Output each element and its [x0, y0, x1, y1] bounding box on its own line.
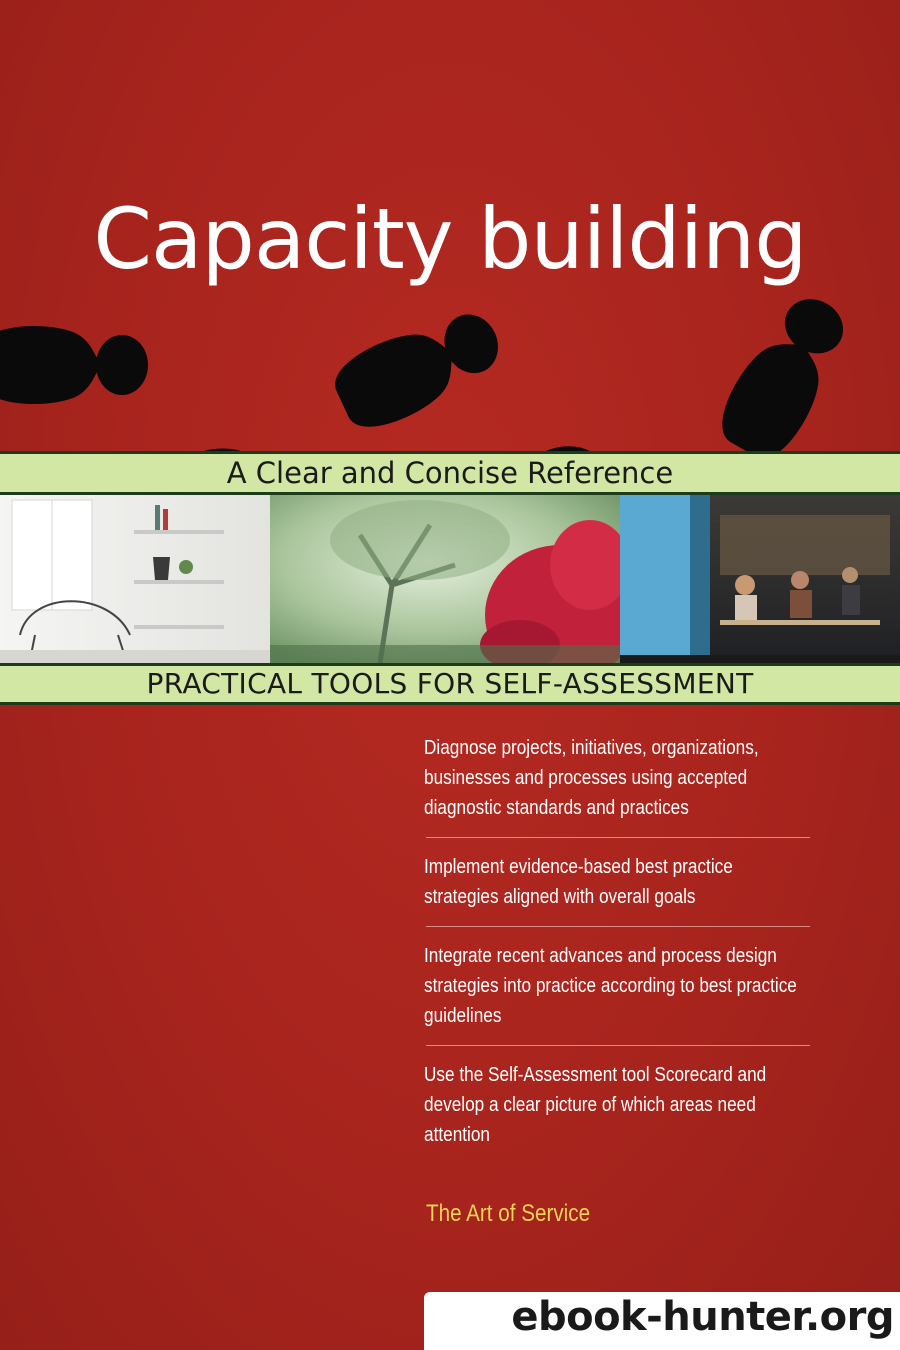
feature-item: Use the Self-Assessment tool Scorecard and develop a clear picture of which areas need attention: [424, 1064, 767, 1146]
book-subtitle: A Clear and Concise Reference: [226, 456, 674, 490]
divider: [426, 926, 810, 927]
feature-item: Implement evidence-based best practice strategies aligned with overall goals: [424, 856, 733, 908]
photo-cafe: [620, 495, 900, 663]
divider: [426, 837, 810, 838]
subtitle-band: [0, 451, 900, 495]
divider: [426, 1045, 810, 1046]
watermark-text: ebook-hunter.org: [511, 1294, 894, 1340]
photo-foggy-tree: [270, 495, 635, 663]
feature-item: Integrate recent advances and process design strategies into practice according to best practice guidelines: [424, 945, 797, 1027]
footprint-icon: [709, 285, 861, 469]
book-title: Capacity building: [93, 190, 807, 288]
watermark: [424, 1292, 900, 1350]
photo-interior: [0, 495, 270, 663]
feature-list: [424, 733, 814, 1150]
footprint-icon: [326, 297, 511, 439]
footprints-graphic: [0, 285, 900, 475]
photo-strip: [0, 495, 900, 663]
tagline-band: [0, 663, 900, 705]
footprint-icon: [0, 326, 148, 404]
feature-item: Diagnose projects, initiatives, organizations, businesses and processes using accepted diagnostic standards and practices: [424, 737, 759, 819]
book-tagline: PRACTICAL TOOLS FOR SELF-ASSESSMENT: [146, 667, 754, 700]
publisher-name: The Art of Service: [426, 1200, 591, 1227]
